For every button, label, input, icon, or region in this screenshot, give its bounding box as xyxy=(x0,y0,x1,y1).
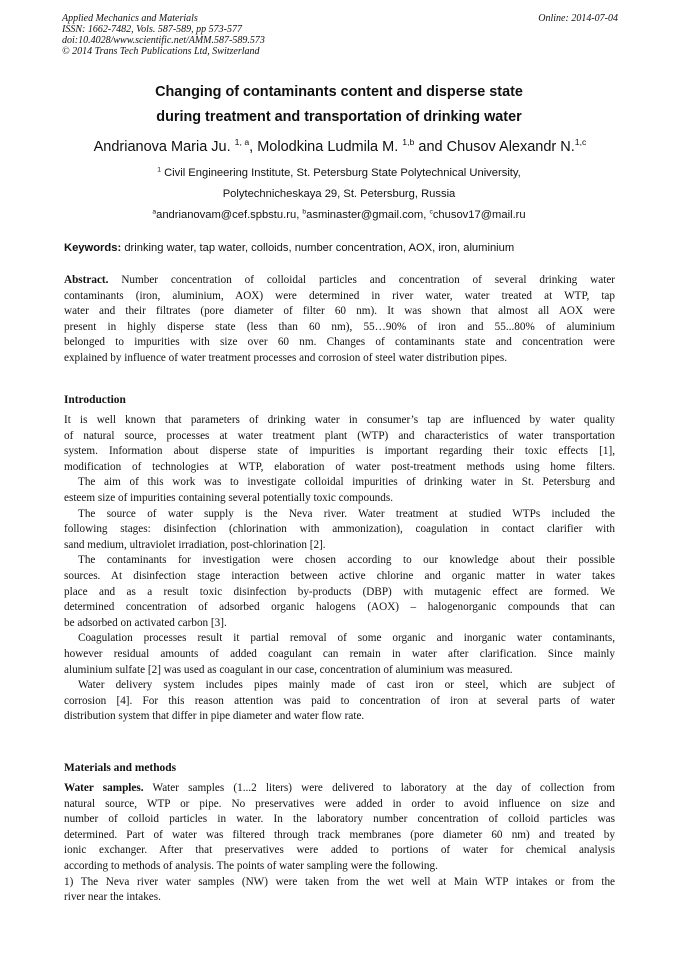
author-1-affil: 1, a xyxy=(234,137,250,148)
author-1: Andrianova Maria Ju. xyxy=(93,139,231,155)
intro-line: determined concentration of adsorbed organic halogens (AOX) – halogenorganic compounds that can xyxy=(64,601,615,614)
section-heading-methods: Materials and methods xyxy=(64,762,177,774)
copyright-line: © 2014 Trans Tech Publications Ltd, Switzerland xyxy=(62,46,260,57)
abstract-line: belonged to impurities with size over 60 nm. Changes of contaminants state and concentration were xyxy=(64,336,615,349)
abstract-label: Abstract. xyxy=(64,274,109,286)
email-c-sup: c xyxy=(429,208,433,216)
intro-line: esteem size of impurities containing several potentially toxic compounds. xyxy=(64,491,394,504)
methods-body xyxy=(64,781,615,906)
affiliation-line-1 xyxy=(62,163,616,184)
methods-line: natural source, WTP or pipe. No preservatives were added in order to avoid influence on size and xyxy=(64,797,615,810)
email-b-sup: b xyxy=(302,208,307,216)
intro-line: corrosion [4]. For this reason attention was paid to concentration of iron at several parts of water xyxy=(64,694,615,707)
keywords-text: drinking water, tap water, colloids, number concentration, AOX, iron, aluminium xyxy=(124,242,515,254)
email-line xyxy=(62,205,616,226)
methods-line: determined. Part of water was filtered through track membranes (pore diameter 60 nm) and treated by xyxy=(64,828,615,841)
section-heading-introduction: Introduction xyxy=(64,394,126,406)
affiliation-sup: 1 xyxy=(157,166,161,174)
methods-line xyxy=(64,781,615,797)
affiliation-line-2: Polytechnicheskaya 29, St. Petersburg, Russia xyxy=(222,188,456,200)
methods-text: Water samples (1...2 liters) were delivered to laboratory at the day of collection from xyxy=(152,782,615,794)
intro-line: however residual amounts of added coagulant can remain in water after clarification. Since mainly xyxy=(64,647,615,660)
intro-line: be adsorbed on activated carbon [3]. xyxy=(64,616,227,629)
email-a-sup: a xyxy=(152,208,157,216)
methods-line: number of colloid particles in water. In the laboratory number concentration of colloid particles was xyxy=(64,813,615,826)
intro-line: distribution system that differ in pipe diameter and water flow rate. xyxy=(64,710,365,723)
doi-line: doi:10.4028/www.scientific.net/AMM.587-589.573 xyxy=(62,35,265,46)
abstract-line: explained by influence of water treatment processes and corrosion of steel water distribution pipes. xyxy=(64,351,508,364)
abstract-line: water and their filtrates (pore diameter of filter 60 nm). It was shown that almost all AOX were xyxy=(64,305,615,318)
methods-line: 1) The Neva river water samples (NW) were taken from the wet well at Main WTP intakes or from the xyxy=(64,875,615,888)
intro-line: Water delivery system includes pipes mainly made of cast iron or steel, which are subject of xyxy=(78,679,615,692)
author-list xyxy=(40,137,640,157)
author-3-affil: 1,c xyxy=(574,137,587,148)
intro-line: The source of water supply is the Neva river. Water treatment at studied WTPs included the xyxy=(78,507,615,520)
intro-line: Coagulation processes result it partial removal of some organic and inorganic water contaminants, xyxy=(78,632,615,645)
author-3: Chusov Alexandr N. xyxy=(446,139,575,155)
email-b[interactable]: asminaster@gmail.com, xyxy=(306,209,427,221)
intro-line: following stages: disinfection (chlorination with ammonization), coagulation in contact clarifier with xyxy=(64,523,615,536)
paper-title xyxy=(62,80,616,130)
methods-line: according to methods of analysis. The points of water sampling were the following. xyxy=(64,859,438,872)
intro-line: The aim of this work was to investigate colloidal impurities of drinking water in St. Petersburg and xyxy=(78,476,615,489)
abstract-line: contaminants (iron, aluminium, AOX) were determined in river water, water treated at WTP, tap xyxy=(64,289,615,302)
title-line-1: Changing of contaminants content and disperse state xyxy=(155,84,523,100)
abstract-line: present in highly disperse state (less than 60 nm), 55…90% of iron and 55...80% of aluminium xyxy=(64,320,615,333)
author-2: Molodkina Ludmila M. xyxy=(257,139,399,155)
email-c[interactable]: chusov17@mail.ru xyxy=(432,209,526,221)
title-line-2: during treatment and transportation of drinking water xyxy=(156,109,522,125)
affiliation-block xyxy=(62,163,616,226)
author-separator: , xyxy=(249,139,254,155)
intro-line: system. Information about disperse state of impurities is important regarding their toxic effects [1], xyxy=(64,445,615,458)
methods-line: ionic exchanger. After that preservatives were added to portions of water for chemical analysis xyxy=(64,844,615,857)
intro-line: The contaminants for investigation were chosen according to our knowledge about their possible xyxy=(78,554,615,567)
introduction-body xyxy=(64,413,615,725)
online-date: Online: 2014-07-04 xyxy=(538,13,618,24)
intro-line: aluminium sulfate [2] was used as coagulant in our case, concentration of aluminium was measured. xyxy=(64,663,513,676)
abstract xyxy=(64,273,615,367)
author-2-affil: 1,b xyxy=(402,137,415,148)
keywords xyxy=(64,241,624,256)
intro-line: sand medium, ultraviolet irradiation, post-chlorination [2]. xyxy=(64,538,326,551)
intro-line: place and as a result toxic disinfection by-products (DBP) with mutagenic effect are formed. We xyxy=(64,585,615,598)
email-a[interactable]: andrianovam@cef.spbstu.ru, xyxy=(156,209,300,221)
keywords-label: Keywords: xyxy=(64,242,122,254)
intro-line: It is well known that parameters of drinking water in consumer’s tap are influenced by water quality xyxy=(64,414,615,426)
water-samples-label: Water samples. xyxy=(64,782,144,794)
issn-line: ISSN: 1662-7482, Vols. 587-589, pp 573-577 xyxy=(62,24,242,35)
abstract-line xyxy=(64,273,615,289)
intro-line: of natural source, processes at water treatment plant (WTP) and characteristics of water transportation xyxy=(64,429,615,442)
methods-line: river near the intakes. xyxy=(64,891,161,904)
intro-line: modification of technologies at WTP, elaboration of water post-treatment methods using home filters. xyxy=(64,460,615,473)
abstract-text: Number concentration of colloidal particles and concentration of several drinking water xyxy=(121,274,616,286)
author-and: and xyxy=(418,139,443,155)
affiliation-institute: Civil Engineering Institute, St. Petersburg State Polytechnical University, xyxy=(164,167,521,179)
journal-header xyxy=(62,13,618,57)
journal-name: Applied Mechanics and Materials xyxy=(62,13,198,24)
intro-line: sources. At disinfection stage interaction between active chlorine and organic matter in water takes xyxy=(64,569,615,582)
